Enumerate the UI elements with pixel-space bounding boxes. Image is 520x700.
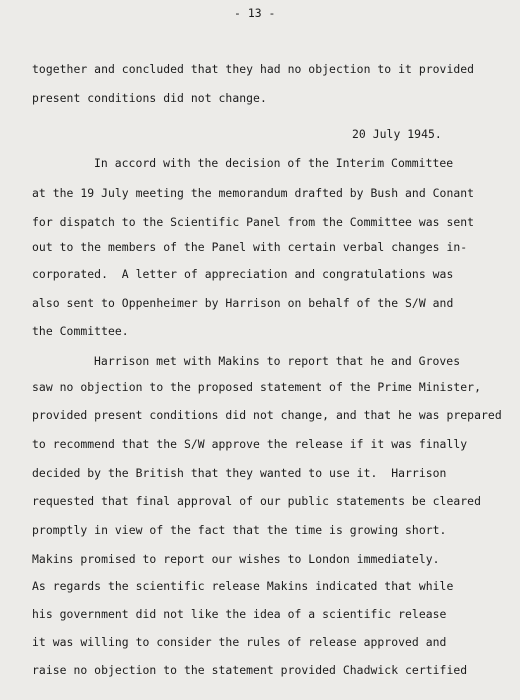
- text-line: to recommend that the S/W approve the release if it was finally: [32, 437, 468, 451]
- text-line: it was willing to consider the rules of release approved and: [32, 635, 447, 649]
- text-line: at the 19 July meeting the memorandum drafted by Bush and Conant: [32, 186, 475, 200]
- text-line: Harrison met with Makins to report that he and Groves: [94, 354, 461, 368]
- text-line: his government did not like the idea of a scientific release: [32, 607, 447, 621]
- entry-date: 20 July 1945.: [352, 127, 442, 141]
- text-line: provided present conditions did not change, and that he was prepared: [32, 408, 502, 422]
- text-line: decided by the British that they wanted to use it. Harrison: [32, 466, 447, 480]
- text-line: the Committee.: [32, 324, 129, 338]
- page-number: - 13 -: [234, 6, 276, 20]
- text-line: corporated. A letter of appreciation and congratulations was: [32, 267, 454, 281]
- text-line: raise no objection to the statement provided Chadwick certified: [32, 663, 468, 677]
- text-line: present conditions did not change.: [32, 91, 267, 105]
- text-line: Makins promised to report our wishes to London immediately.: [32, 552, 440, 566]
- text-line: requested that final approval of our public statements be cleared: [32, 494, 482, 508]
- text-line: also sent to Oppenheimer by Harrison on behalf of the S/W and: [32, 296, 454, 310]
- text-line: out to the members of the Panel with certain verbal changes in-: [32, 240, 468, 254]
- text-line: As regards the scientific release Makins indicated that while: [32, 579, 454, 593]
- text-line: for dispatch to the Scientific Panel from the Committee was sent: [32, 215, 475, 229]
- text-line: together and concluded that they had no objection to it provided: [32, 62, 475, 76]
- text-line: In accord with the decision of the Interim Committee: [94, 156, 454, 170]
- text-line: saw no objection to the proposed statement of the Prime Minister,: [32, 380, 482, 394]
- text-line: promptly in view of the fact that the time is growing short.: [32, 523, 447, 537]
